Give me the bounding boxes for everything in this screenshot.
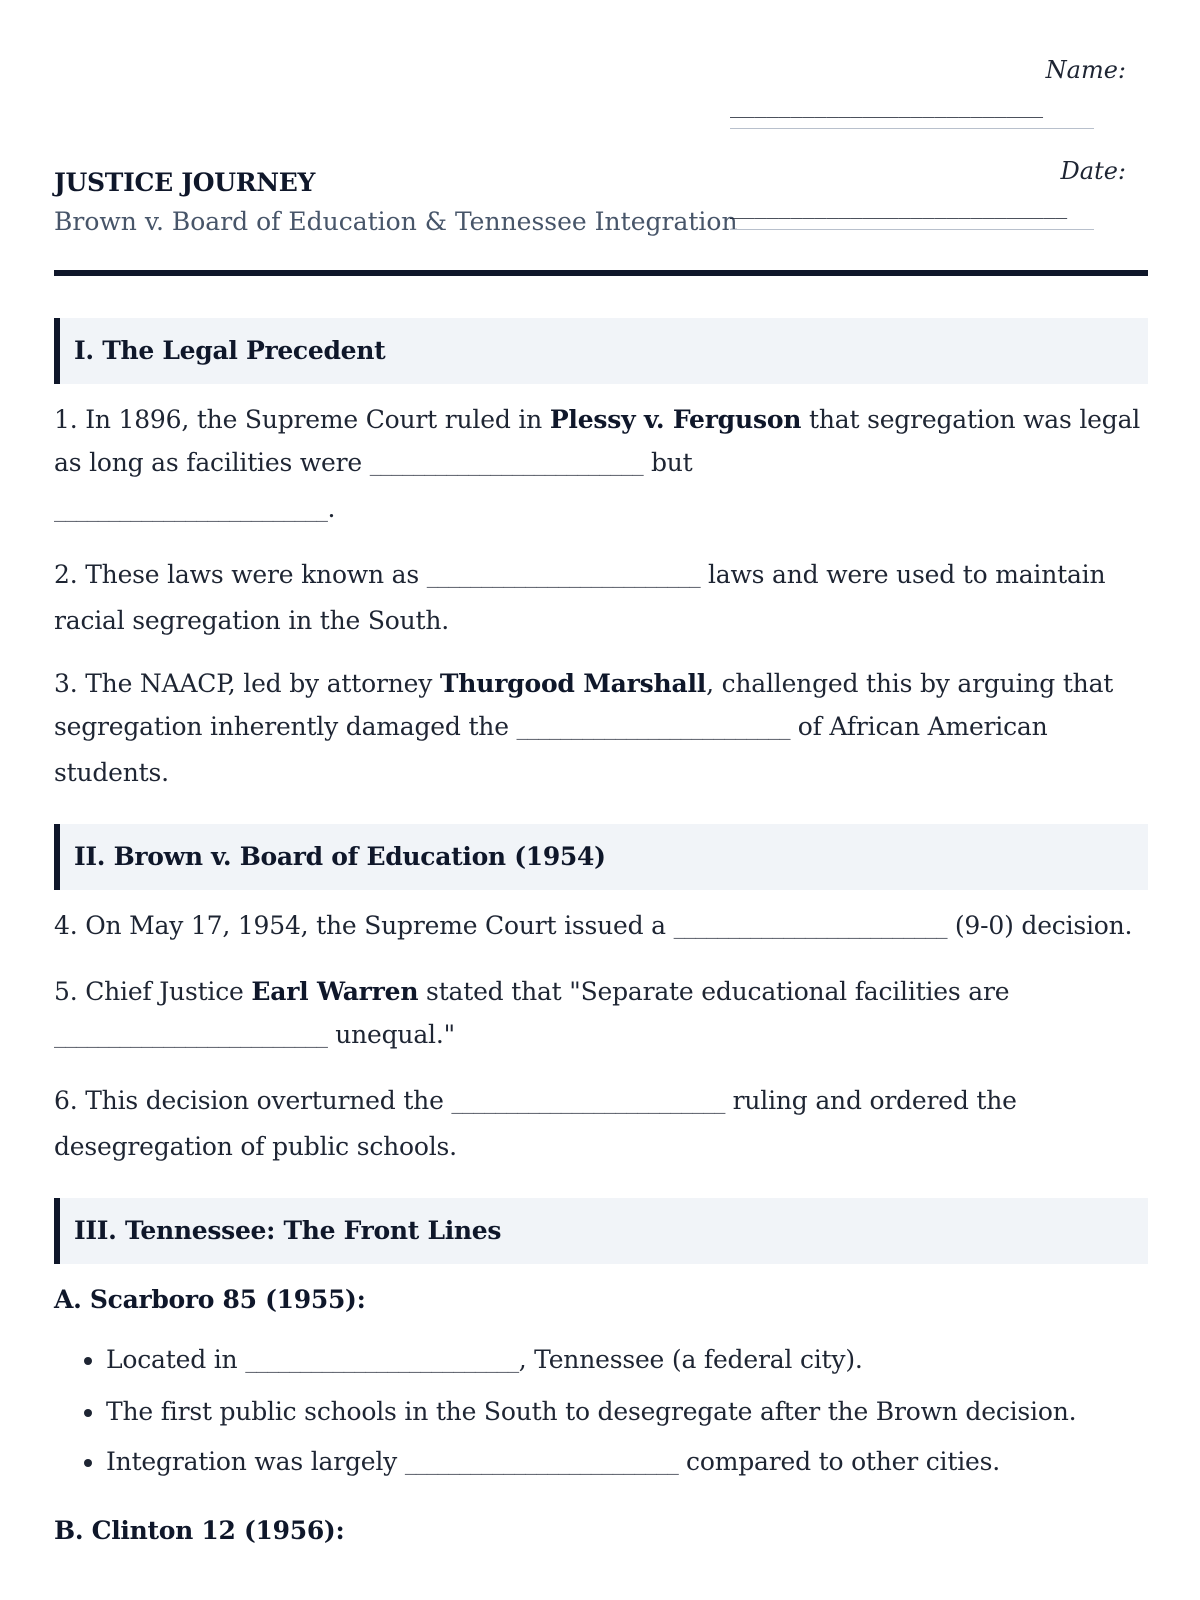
q3-text-b: , challenged this by arguing that segregation inherently damaged the: [54, 669, 1114, 741]
q3-blank[interactable]: _________________________: [516, 718, 791, 740]
q1-blank-1[interactable]: _________________________: [369, 454, 644, 476]
q4-text-b: (9-0) decision.: [947, 911, 1133, 940]
list-item: [106, 1335, 1148, 1387]
question-5: [54, 970, 1148, 1059]
b1-blank[interactable]: _________________________: [245, 1351, 519, 1373]
q1-text-d: .: [327, 494, 336, 523]
q3-bold: Thurgood Marshall: [439, 669, 707, 698]
q5-blank[interactable]: _________________________: [54, 1026, 328, 1048]
section-heading-brown-v-board: II. Brown v. Board of Education (1954): [54, 824, 1148, 890]
q2-text-a: 2. These laws were known as: [54, 560, 427, 589]
q5-text-b: stated that "Separate educational facilities are: [418, 977, 1010, 1006]
q5-text-a: 5. Chief Justice: [54, 977, 252, 1006]
worksheet-page: [54, 0, 1148, 1566]
q3-text-c: of African American students.: [54, 712, 1048, 787]
q6-blank[interactable]: _________________________: [451, 1092, 725, 1114]
q1-blank-2[interactable]: _________________________: [54, 500, 328, 522]
b1-text-a: Located in: [106, 1345, 246, 1374]
list-item: • The first public schools in the South to desegregate after the Brown decision.: [106, 1387, 1148, 1437]
question-3: [54, 662, 1148, 794]
b3-text-b: compared to other cities.: [678, 1447, 1000, 1476]
q3-text-a: 3. The NAACP, led by attorney: [54, 669, 440, 698]
subheading-clinton: B. Clinton 12 (1956):: [54, 1516, 345, 1545]
question-2: [54, 553, 1148, 642]
list-item: [106, 1437, 1148, 1489]
q1-text-b: that segregation was legal as long as facilities were: [54, 405, 1141, 477]
question-4: [54, 904, 1148, 950]
b3-text-a: Integration was largely: [106, 1447, 405, 1476]
date-field[interactable]: [730, 191, 1094, 230]
worksheet-header: [54, 0, 1148, 276]
q4-blank[interactable]: _________________________: [673, 917, 948, 939]
q6-text-b: ruling and ordered the desegregation of public schools.: [54, 1086, 1017, 1161]
date-label: Date:: [1060, 157, 1126, 185]
q2-text-b: laws and were used to maintain racial segregation in the South.: [54, 560, 1106, 635]
name-field[interactable]: [730, 90, 1094, 129]
b3-blank[interactable]: _________________________: [404, 1453, 679, 1475]
b1-text-b: , Tennessee (a federal city).: [518, 1345, 863, 1374]
question-1: [54, 398, 1148, 533]
name-date-block: [730, 56, 1148, 258]
q6-text-a: 6. This decision overturned the: [54, 1086, 452, 1115]
q5-text-c: unequal.": [327, 1020, 455, 1049]
header-divider: [54, 270, 1148, 276]
q1-bold: Plessy v. Ferguson: [549, 405, 802, 434]
section-heading-tennessee: III. Tennessee: The Front Lines: [54, 1198, 1148, 1264]
q1-text-c: but: [643, 448, 693, 477]
subheading-scarboro: A. Scarboro 85 (1955):: [54, 1285, 366, 1314]
q5-bold: Earl Warren: [251, 977, 419, 1006]
q4-text-a: 4. On May 17, 1954, the Supreme Court issued a: [54, 911, 674, 940]
worksheet-subtitle: Brown v. Board of Education & Tennessee Integration: [54, 207, 738, 236]
scarboro-list: [54, 1335, 1148, 1489]
name-label: Name:: [1045, 56, 1126, 84]
worksheet-title: JUSTICE JOURNEY: [54, 168, 316, 197]
section-heading-legal-precedent: I. The Legal Precedent: [54, 318, 1148, 384]
name-blank: __________________________: [730, 94, 1044, 118]
date-blank: ____________________________: [730, 195, 1068, 219]
q1-text-a: 1. In 1896, the Supreme Court ruled in: [54, 405, 550, 434]
q2-blank[interactable]: _________________________: [426, 566, 701, 588]
question-6: [54, 1079, 1148, 1168]
